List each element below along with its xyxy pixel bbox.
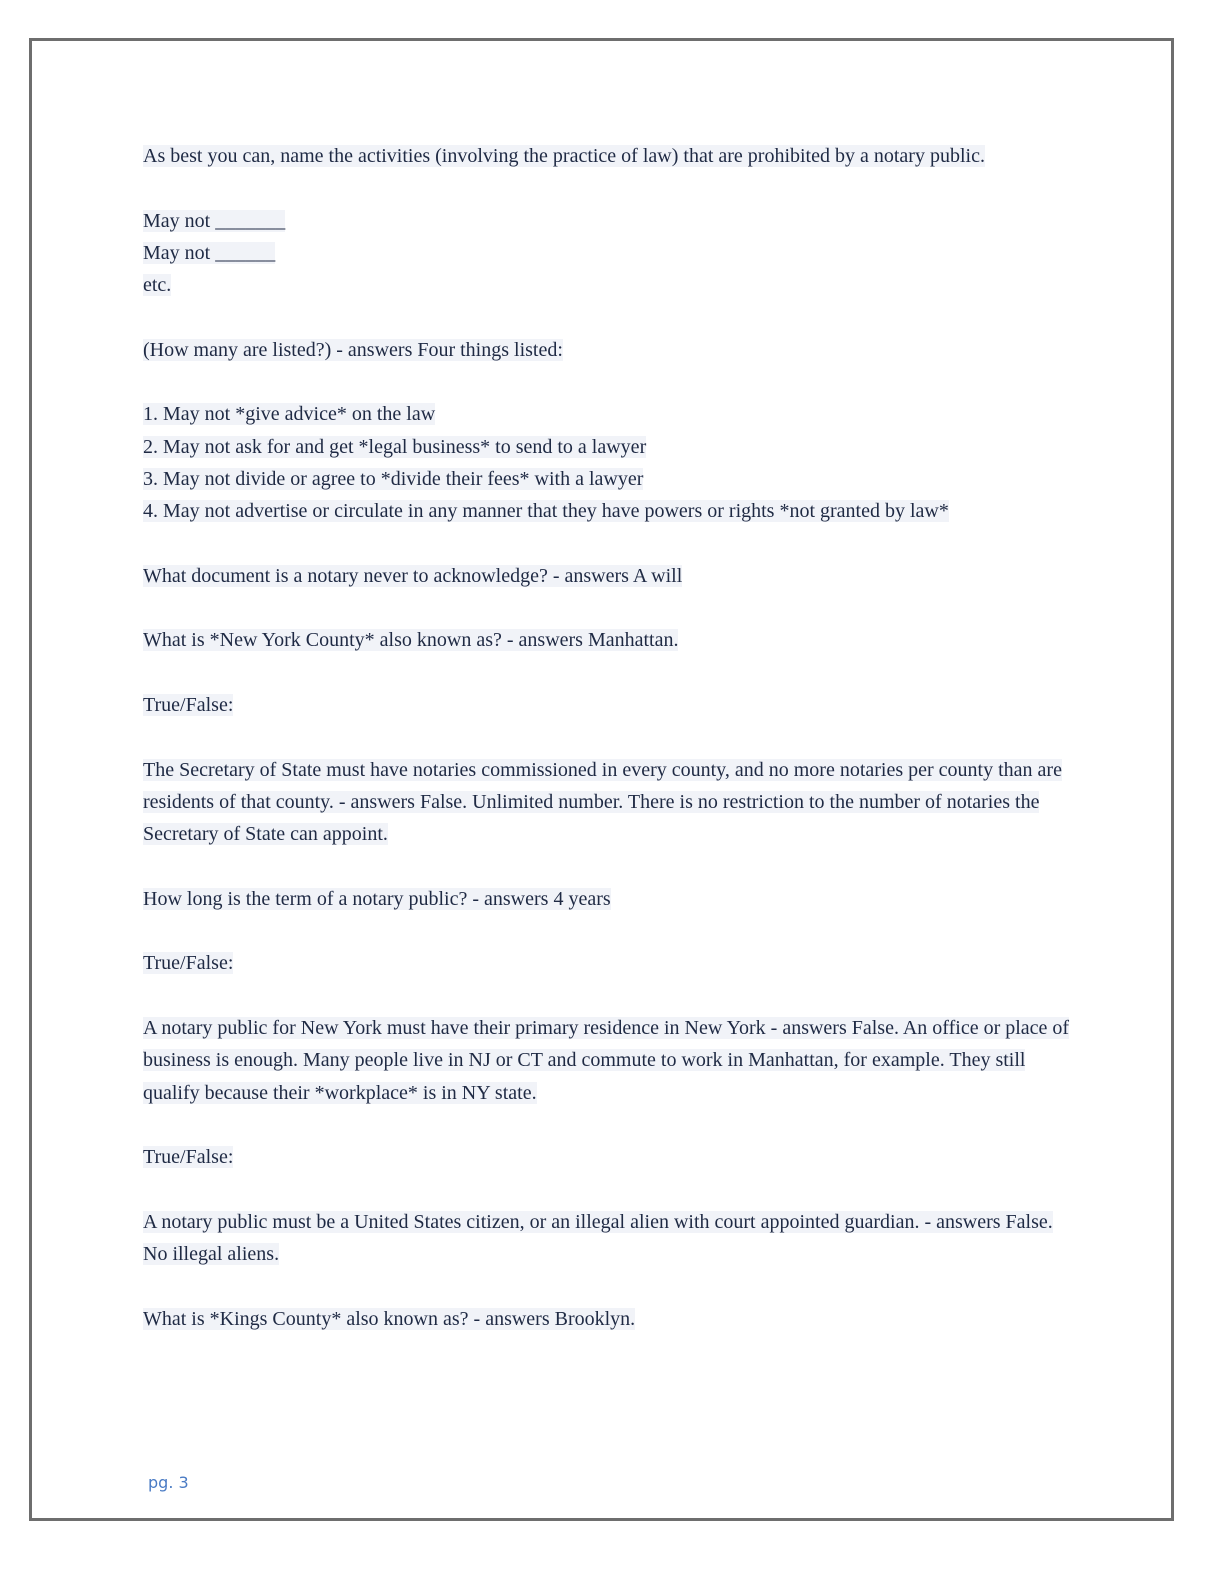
- qa-term-length: How long is the term of a notary public? - answers 4 years: [143, 887, 611, 910]
- intro-question-paragraph: [143, 140, 1073, 172]
- true-false-heading: True/False:: [143, 952, 234, 975]
- prohibited-list: [143, 398, 1073, 527]
- list-item: 1. May not *give advice* on the law: [143, 403, 436, 426]
- qa-paragraph: [143, 1303, 1073, 1335]
- qa-primary-residence: A notary public for New York must have their primary residence in New York - answers False. An office or place of business is enough. Many people live in NJ or CT and commute to work in Manhattan, for example. They still qualify because their *workplace* is in NY state.: [143, 1017, 1070, 1104]
- qa-kings-county: What is *Kings County* also known as? - answers Brooklyn.: [143, 1307, 636, 1330]
- qa-paragraph: [143, 624, 1073, 656]
- qa-paragraph: [143, 754, 1073, 851]
- blank-line-2: May not ______: [143, 241, 276, 264]
- intro-question: As best you can, name the activities (involving the practice of law) that are prohibited by a notary public.: [143, 145, 985, 167]
- qa-paragraph: [143, 1141, 1073, 1173]
- blank-line-etc: etc.: [143, 274, 172, 297]
- count-question-paragraph: [143, 334, 1073, 366]
- blank-line-1: May not _______: [143, 209, 286, 232]
- list-item: 4. May not advertise or circulate in any manner that they have powers or rights *not granted by law*: [143, 500, 949, 523]
- qa-will: What document is a notary never to acknowledge? - answers A will: [143, 564, 683, 587]
- document-body: [143, 140, 1073, 1367]
- qa-paragraph: [143, 883, 1073, 915]
- true-false-heading: True/False:: [143, 1146, 234, 1169]
- list-item: 2. May not ask for and get *legal business* to send to a lawyer: [143, 435, 647, 458]
- qa-paragraph: [143, 560, 1073, 592]
- qa-paragraph: [143, 1206, 1073, 1271]
- count-question: (How many are listed?) - answers Four things listed:: [143, 338, 563, 361]
- qa-paragraph: [143, 689, 1073, 721]
- qa-paragraph: [143, 947, 1073, 979]
- true-false-heading: True/False:: [143, 694, 234, 717]
- qa-citizenship: A notary public must be a United States citizen, or an illegal alien with court appointed guardian. - answers False. No illegal aliens.: [143, 1210, 1053, 1266]
- page-number: pg. 3: [148, 1473, 189, 1492]
- qa-paragraph: [143, 1012, 1073, 1109]
- list-item: 3. May not divide or agree to *divide their fees* with a lawyer: [143, 467, 644, 490]
- blank-lines-paragraph: [143, 205, 1073, 302]
- qa-secretary-of-state: The Secretary of State must have notaries commissioned in every county, and no more notaries per county than are residents of that county. - answers False. Unlimited number. There is no restriction to the number of notaries the Secretary of State can appoint.: [143, 758, 1062, 846]
- qa-new-york-county: What is *New York County* also known as? - answers Manhattan.: [143, 629, 679, 652]
